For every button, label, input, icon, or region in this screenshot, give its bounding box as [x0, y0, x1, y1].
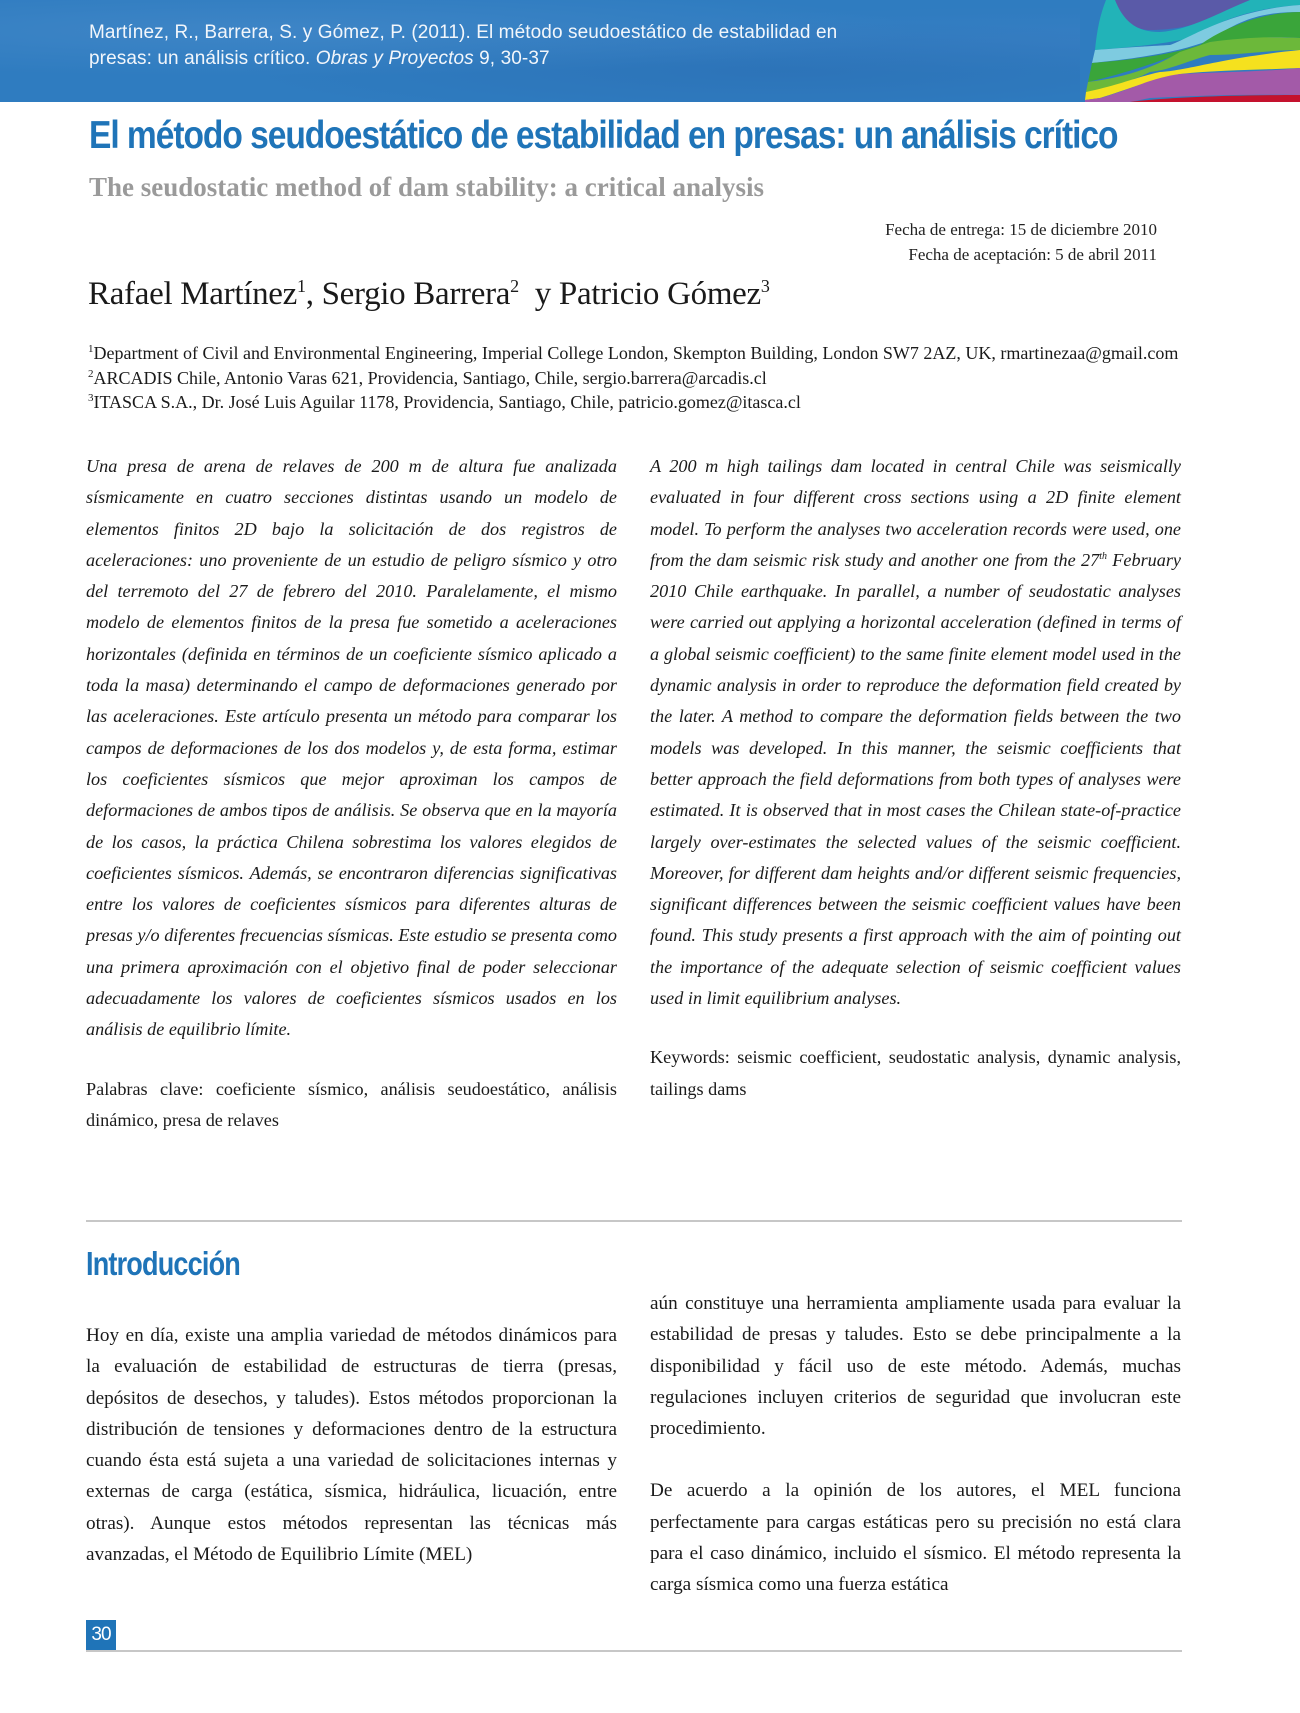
introduction-left-column	[86, 1320, 617, 1570]
section-heading-introduction: Introducción	[86, 1245, 241, 1282]
affiliation-item	[88, 390, 1188, 415]
citation-title-end: presas: un análisis crítico.	[89, 48, 316, 69]
author-separator: y	[518, 276, 559, 312]
citation-journal: Obras y Proyectos	[315, 48, 474, 69]
introduction-paragraph: De acuerdo a la opinión de los autores, el MEL funciona perfectamente para cargas estáticas pero su precisión no está clara para el caso dinámico, incluido el sísmico. El método representa la carga sísmica como una fuerza estática	[650, 1480, 1181, 1596]
keywords-english: Keywords: seismic coefficient, seudostatic analysis, dynamic analysis, tailings dams	[650, 1047, 1181, 1099]
footer-divider	[86, 1650, 1182, 1652]
author-separator: ,	[305, 276, 322, 312]
citation-volume-pages: 9, 30-37	[473, 48, 550, 69]
author-name: Sergio Barrera	[321, 276, 511, 312]
header-banner	[0, 0, 1300, 102]
citation-line-1: Martínez, R., Barrera, S. y Gómez, P. (2011). El método seudoestático de estabilidad en	[89, 22, 838, 43]
author-name: Rafael Martínez	[88, 276, 297, 312]
introduction-paragraph: Hoy en día, existe una amplia variedad de métodos dinámicos para la evaluación de estabilidad de estructuras de tierra (presas, depósitos de desechos, y taludes). Estos métodos proporcionan la distribución de tensiones y deformaciones dentro de la estructura cuando ésta está sujeta a una variedad de solicitaciones internas y externas de carga (estática, sísmica, hidráulica, licuación, entre otras). Aunque estos métodos representan las técnicas más avanzadas, el Método de Equilibrio Límite (MEL)	[86, 1325, 617, 1566]
affiliation-marker: 1	[88, 343, 94, 355]
submission-dates	[885, 217, 1157, 267]
citation	[89, 20, 989, 72]
ordinal-suffix: th	[1099, 550, 1107, 562]
affiliation-marker: 2	[88, 367, 94, 380]
affiliation-marker: 3	[88, 392, 94, 404]
affiliations	[88, 341, 1188, 415]
date-accepted: Fecha de aceptación: 5 de abril 2011	[908, 245, 1157, 264]
affiliation-item	[88, 366, 1188, 391]
author-affiliation-marker: 3	[760, 276, 770, 296]
affiliation-text: ITASCA S.A., Dr. José Luis Aguilar 1178, Providencia, Santiago, Chile, patricio.gomez@itasca.cl	[93, 392, 801, 412]
article-title-english: The seudostatic method of dam stability: a critical analysis	[89, 172, 764, 202]
abstract-english-text: February 2010 Chile earthquake. In parallel, a number of seudostatic analyses were carried out applying a horizontal acceleration (defined in terms of a global seismic coefficient) to the same finite element model used in the dynamic analysis in order to reproduce the deformation field created by the later. A method to compare the deformation fields between the two models was developed. In this manner, the seismic coefficients that better approach the field deformations from both types of analyses were estimated. It is observed that in most cases the Chilean state-of-practice largely over-estimates the selected values of the seismic coefficient. Moreover, for different dam heights and/or different seismic frequencies, significant differences between the seismic coefficient values have been found. This study presents a first approach with the aim of pointing out the importance of the adequate selection of seismic coefficient values used in limit equilibrium analyses.	[650, 549, 1181, 1009]
abstract-spanish-column	[86, 451, 617, 1136]
author-affiliation-marker: 2	[510, 276, 519, 296]
abstract-english	[650, 451, 1181, 1014]
author-affiliation-marker: 1	[296, 276, 306, 296]
page-number: 30	[86, 1620, 116, 1650]
affiliation-text: Department of Civil and Environmental Engineering, Imperial College London, Skempton Building, London SW7 2AZ, UK, rmartinezaa@gmail.com	[93, 343, 1179, 363]
section-divider	[86, 1220, 1182, 1222]
keywords-spanish: Palabras clave: coeficiente sísmico, análisis seudoestático, análisis dinámico, presa de relaves	[86, 1078, 617, 1130]
citation-line-2	[89, 46, 989, 72]
affiliation-item	[88, 341, 1188, 366]
article-title-spanish: El método seudoestático de estabilidad en presas: un análisis crítico	[89, 114, 1118, 157]
decorative-strata-image	[1040, 0, 1300, 102]
introduction-paragraph: aún constituye una herramienta ampliamente usada para evaluar la estabilidad de presas y taludes. Esto se debe principalmente a la disponibilidad y fácil uso de este método. Además, muchas regulaciones incluyen criterios de seguridad que involucran este procedimiento.	[650, 1293, 1181, 1440]
abstract-english-column	[650, 451, 1181, 1105]
abstract-english-text: A 200 m high tailings dam located in central Chile was seismically evaluated in four different cross sections using a 2D finite element model. To perform the analyses two acceleration records were used, one from the dam seismic risk study and another one from the 27	[650, 456, 1181, 570]
abstract-spanish: Una presa de arena de relaves de 200 m de altura fue analizada sísmicamente en cuatro secciones distintas usando un modelo de elementos finitos 2D bajo la solicitación de dos registros de aceleraciones: uno proveniente de un estudio de peligro sísmico y otro del terremoto del 27 de febrero del 2010. Paralelamente, el mismo modelo de elementos finitos de la presa fue sometido a aceleraciones horizontales (definida en términos de un coeficiente sísmico aplicado a toda la masa) determinando el campo de deformaciones generado por las aceleraciones. Este artículo presenta un método para comparar los campos de deformaciones de los dos modelos y, de esta forma, estimar los coeficientes sísmicos que mejor aproximan los campos de deformaciones de ambos tipos de análisis. Se observa que en la mayoría de los casos, la práctica Chilena sobrestima los valores elegidos de coeficientes sísmicos. Además, se encontraron diferencias significativas entre los valores de coeficientes sísmicos para diferentes alturas de presas y/o diferentes frecuencias sísmicas. Este estudio se presenta como una primera aproximación con el objetivo final de poder seleccionar adecuadamente los valores de coeficientes sísmicos usados en los análisis de equilibrio límite.	[86, 456, 617, 1040]
introduction-right-column	[650, 1288, 1181, 1601]
date-received: Fecha de entrega: 15 de diciembre 2010	[885, 220, 1157, 239]
affiliation-text: ARCADIS Chile, Antonio Varas 621, Providencia, Santiago, Chile, sergio.barrera@arcadis.cl	[93, 367, 767, 388]
author-name: Patricio Gómez	[558, 276, 761, 312]
author-list	[88, 276, 770, 313]
